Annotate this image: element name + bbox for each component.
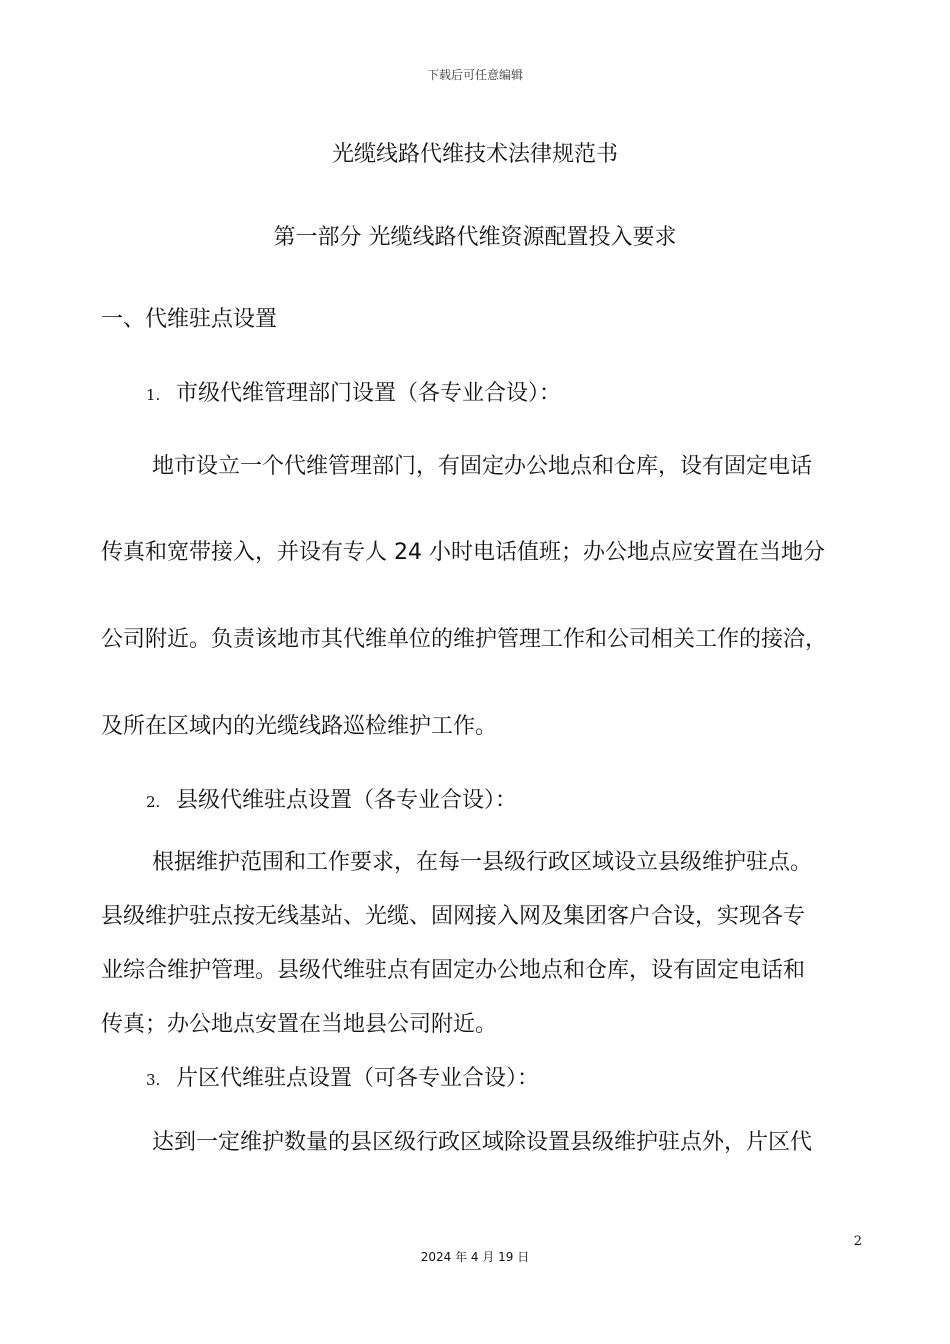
paragraph-line: 传真；办公地点安置在当地县公司附近。 xyxy=(101,1012,498,1037)
page-number: 2 xyxy=(853,1234,862,1249)
list-item-2 xyxy=(146,783,517,814)
list-heading: 县级代维驻点设置（各专业合设）： xyxy=(176,788,518,813)
list-number: 1. xyxy=(146,386,161,404)
section-heading: 一、代维驻点设置 xyxy=(101,307,278,332)
paragraph-line: 公司附近。负责该地市其代维单位的维护管理工作和公司相关工作的接洽， xyxy=(101,627,828,652)
paragraph-line: 根据维护范围和工作要求，在每一县级行政区域设立县级维护驻点。 xyxy=(152,850,813,875)
paragraph-line: 县级维护驻点按无线基站、光缆、固网接入网及集团客户合设，实现各专 xyxy=(101,904,806,929)
list-heading: 市级代维管理部门设置（各专业合设）： xyxy=(176,381,562,406)
paragraph-line: 传真和宽带接入，并设有专人 24 小时电话值班；办公地点应安置在当地分 xyxy=(101,540,825,565)
list-item-1 xyxy=(146,376,561,407)
paragraph-line: 业综合维护管理。县级代维驻点有固定办公地点和仓库，设有固定电话和 xyxy=(101,958,806,983)
footer-date: 2024 年 4 月 19 日 xyxy=(420,1250,530,1264)
paragraph-line: 地市设立一个代维管理部门，有固定办公地点和仓库，设有固定电话 xyxy=(152,454,813,479)
document-title: 光缆线路代维技术法律规范书 xyxy=(331,142,618,167)
list-heading: 片区代维驻点设置（可各专业合设）： xyxy=(176,1066,540,1091)
part-title: 第一部分 光缆线路代维资源配置投入要求 xyxy=(273,225,677,250)
list-item-3 xyxy=(146,1061,539,1092)
paragraph-line: 及所在区域内的光缆线路巡检维护工作。 xyxy=(101,714,498,739)
list-number: 2. xyxy=(146,793,161,811)
list-number: 3. xyxy=(146,1071,161,1089)
header-note: 下载后可任意编辑 xyxy=(426,68,523,82)
paragraph-line: 达到一定维护数量的县区级行政区域除设置县级维护驻点外，片区代 xyxy=(152,1130,813,1155)
